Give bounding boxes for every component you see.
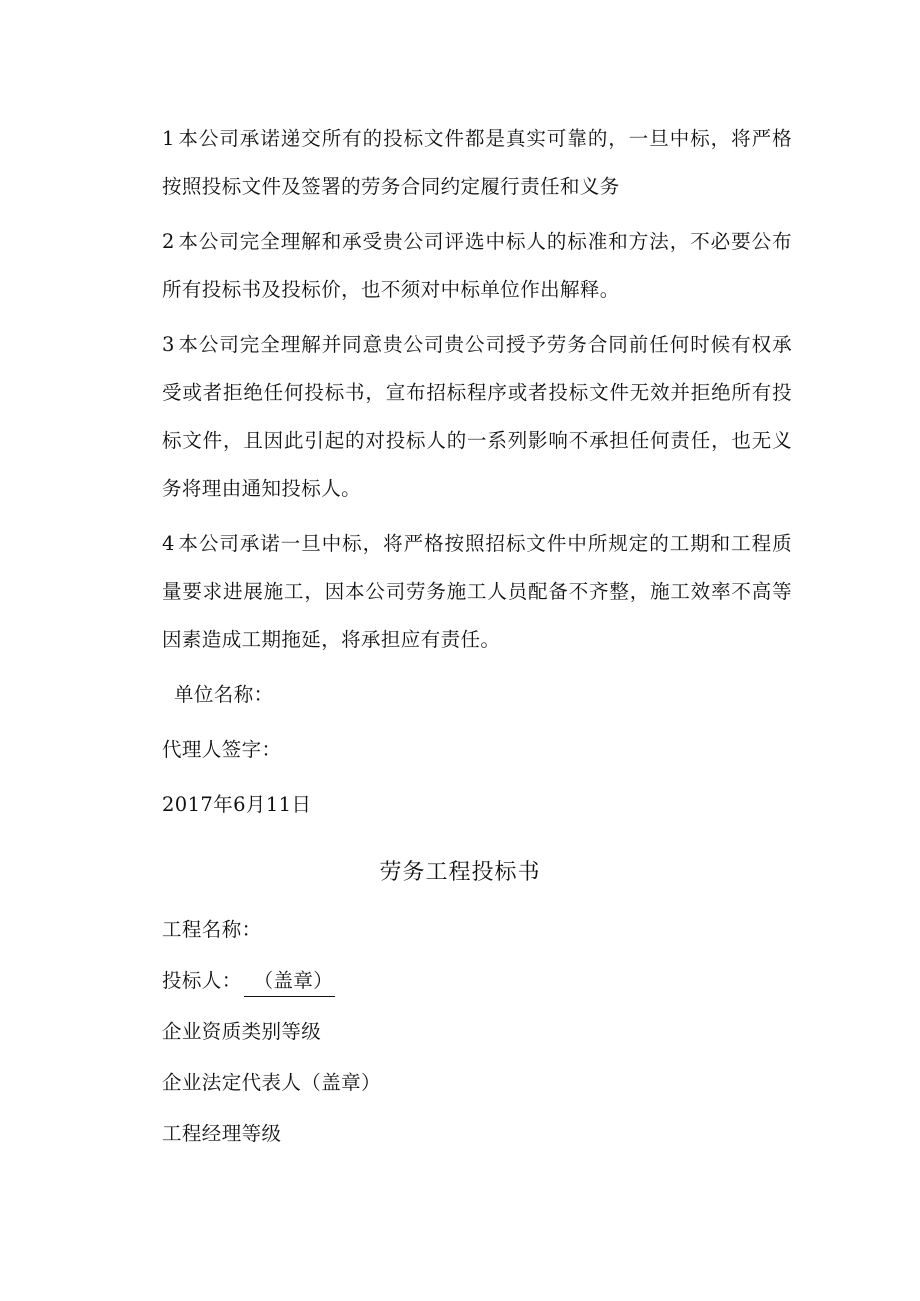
- commitment-number: 4: [162, 532, 175, 555]
- bid-form-title: 劳务工程投标书: [379, 860, 541, 885]
- project-manager-label: 工程经理等级: [162, 1122, 282, 1145]
- signature-date: 2017年6月11日: [162, 793, 312, 816]
- unit-name-label: 单位名称：: [174, 683, 274, 706]
- agent-signature-label: 代理人签字：: [162, 738, 282, 761]
- project-name-label: 工程名称：: [162, 918, 262, 941]
- commitment-number: 1: [162, 127, 175, 150]
- bidder-line: [162, 957, 792, 1005]
- commitment-4: [111, 520, 792, 664]
- commitment-text: 本公司完全理解并同意贵公司贵公司授予劳务合同前任何时候有权承受或者拒绝任何投标书，宣布招标程序或者投标文件无效并拒绝所有投标文件，且因此引起的对投标人的一系列影响不承担任何责任，也无义务将理由通知投标人。: [162, 333, 792, 500]
- commitment-2: [111, 218, 792, 314]
- commitment-3: [111, 321, 792, 513]
- qualification-label: 企业资质类别等级: [162, 1020, 322, 1043]
- commitment-number: 2: [162, 230, 175, 253]
- bidder-label: 投标人：: [162, 969, 242, 992]
- commitment-text: 本公司承诺一旦中标，将严格按照招标文件中所规定的工期和工程质量要求进展施工，因本公司劳务施工人员配备不齐整，施工效率不高等因素造成工期拖延，将承担应有责任。: [162, 532, 792, 651]
- commitment-text: 本公司承诺递交所有的投标文件都是真实可靠的，一旦中标，将严格按照投标文件及签署的劳务合同约定履行责任和义务: [162, 127, 792, 198]
- commitment-1: [111, 115, 792, 211]
- bidder-seal: （盖章）: [244, 966, 336, 997]
- commitment-number: 3: [162, 333, 175, 356]
- commitment-text: 本公司完全理解和承受贵公司评选中标人的标准和方法，不必要公布所有投标书及投标价，也不须对中标单位作出解释。: [162, 230, 792, 301]
- legal-representative-label: 企业法定代表人（盖章）: [162, 1071, 381, 1094]
